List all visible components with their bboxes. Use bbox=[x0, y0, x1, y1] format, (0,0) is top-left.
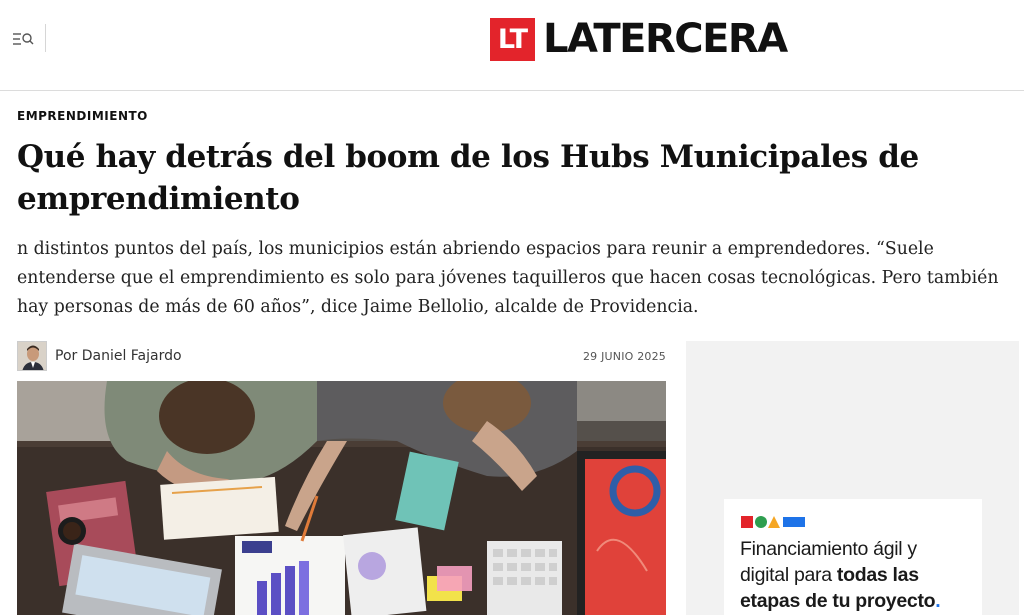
author-name[interactable]: Por Daniel Fajardo bbox=[55, 348, 182, 364]
site-logo[interactable] bbox=[490, 17, 787, 61]
article-title: Qué hay detrás del boom de los Hubs Municipales de emprendimiento bbox=[17, 139, 919, 217]
ad-brand-shapes bbox=[741, 515, 807, 529]
site-header bbox=[0, 0, 1024, 91]
logo-mark: LT bbox=[490, 18, 535, 61]
ad-line-3: etapas de tu proyecto. bbox=[740, 590, 941, 612]
ad-line-1: Financiamiento ágil y bbox=[740, 538, 917, 560]
author-avatar[interactable] bbox=[17, 341, 47, 371]
publish-date: 29 JUNIO 2025 bbox=[582, 349, 666, 363]
ad-line-2: digital para todas las bbox=[740, 564, 919, 586]
hero-image[interactable] bbox=[17, 381, 666, 615]
menu-search-icon[interactable] bbox=[12, 28, 38, 50]
ad-headline[interactable] bbox=[740, 536, 980, 614]
logo-wordmark: LATERCERA bbox=[543, 16, 787, 62]
byline bbox=[17, 341, 666, 371]
section-label[interactable]: EMPRENDIMIENTO bbox=[17, 109, 148, 123]
article-lede: n distintos puntos del país, los municipios están abriendo espacios para reunir a emprendedores. “Suele entenderse que el emprendimiento es solo para jóvenes taquilleros que hacen cosas tecnológicas. Pero también hay personas de más de 60 años”, dice Jaime Bellolio, alcalde de Providencia. bbox=[17, 239, 999, 317]
header-divider bbox=[45, 24, 46, 52]
